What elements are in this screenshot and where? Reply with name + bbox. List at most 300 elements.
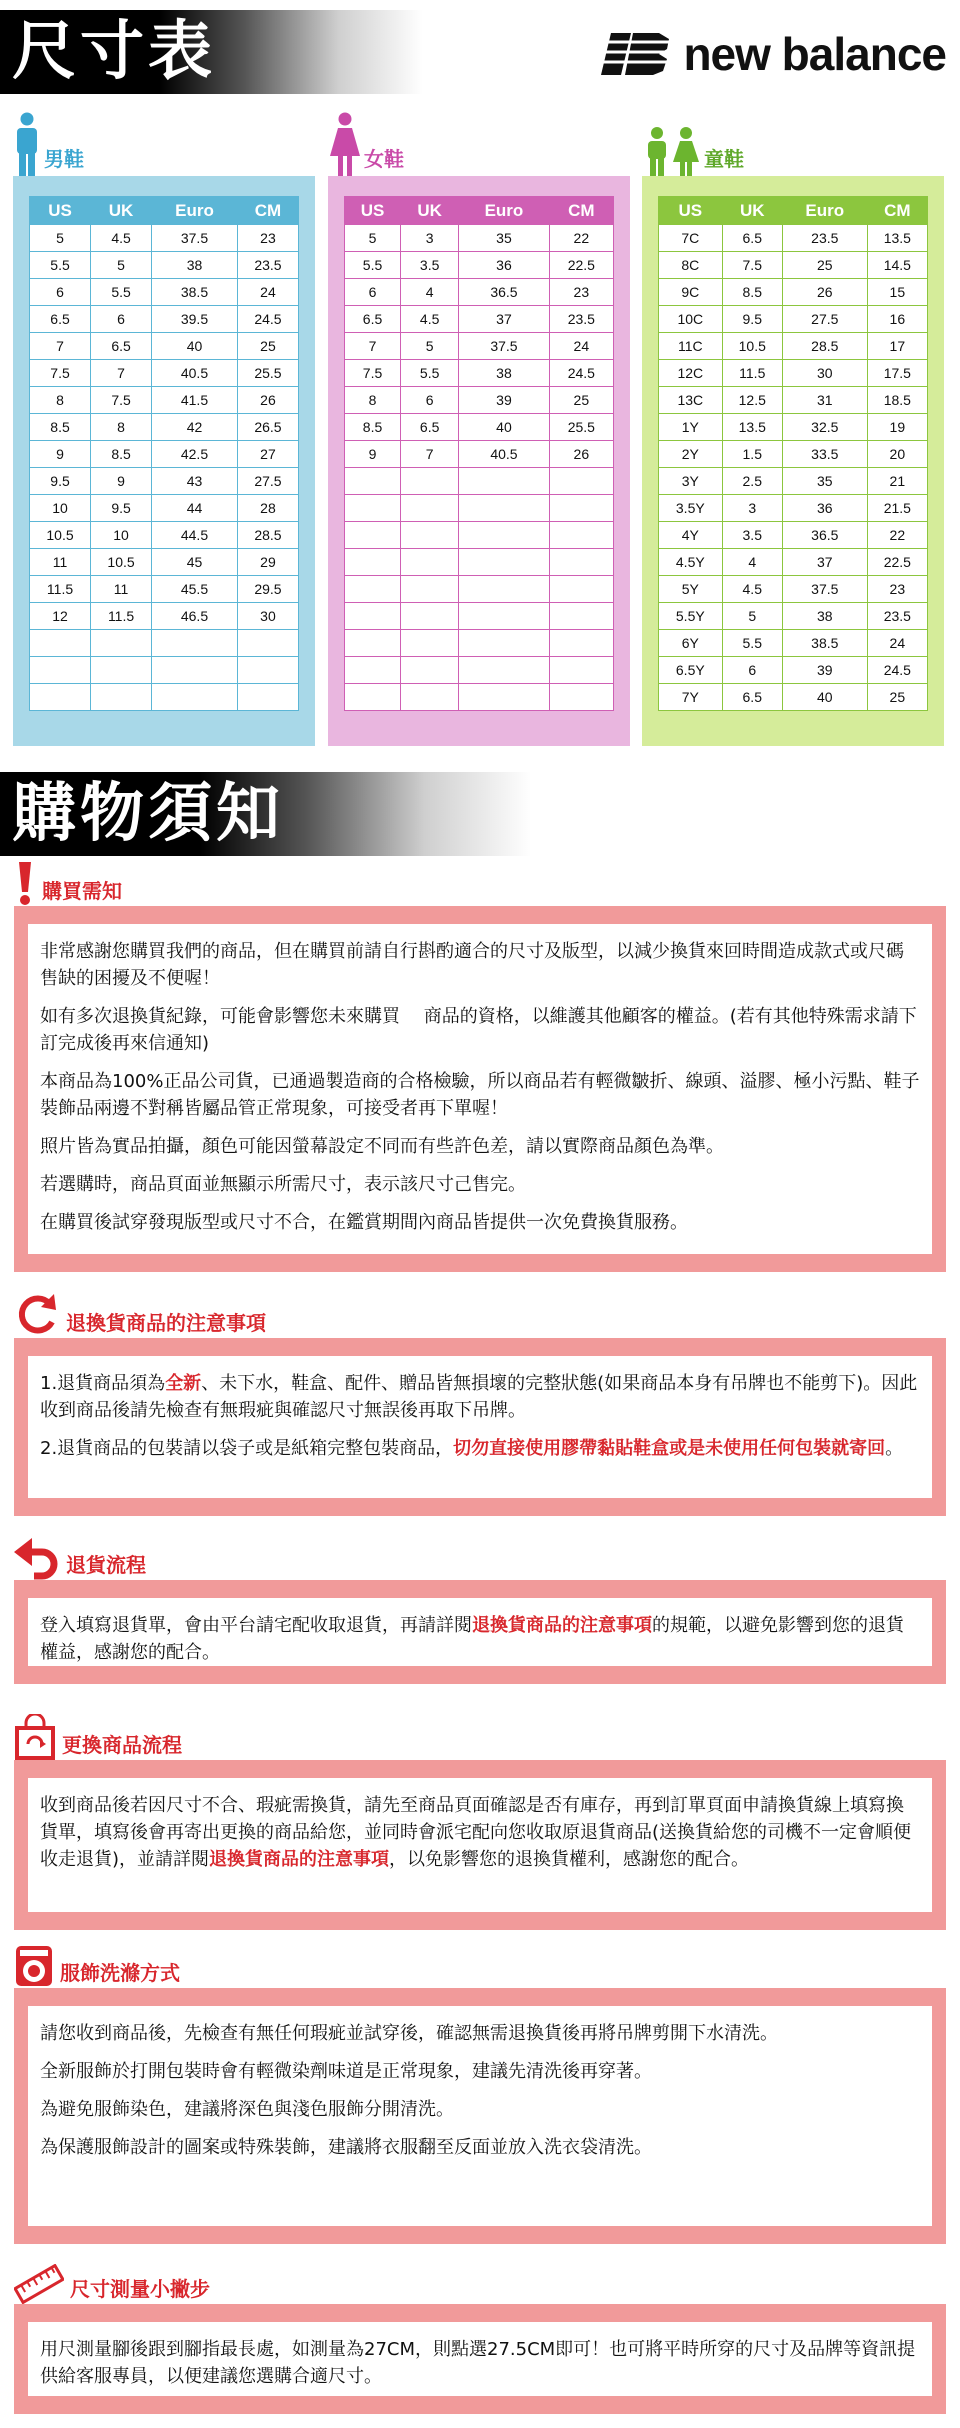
- table-cell: 11: [91, 576, 152, 603]
- table-cell: 23: [549, 279, 613, 306]
- table-cell: 40.5: [459, 441, 549, 468]
- table-cell: 30: [782, 360, 867, 387]
- brand-name: new balance: [683, 28, 946, 80]
- table-cell: 7Y: [659, 684, 723, 711]
- table-row: [30, 225, 299, 252]
- table-cell: [30, 657, 91, 684]
- table-cell: 10.5: [722, 333, 782, 360]
- column-header: US: [659, 197, 723, 225]
- table-row: [659, 441, 928, 468]
- kids-size-table: [658, 196, 928, 711]
- table-cell: 45: [152, 549, 238, 576]
- table-cell: [237, 684, 298, 711]
- table-cell: 25: [782, 252, 867, 279]
- table-cell: 6: [30, 279, 91, 306]
- table-cell: 26: [549, 441, 613, 468]
- table-row: [659, 495, 928, 522]
- table-row: [659, 225, 928, 252]
- table-cell: 6: [91, 306, 152, 333]
- table-cell: 6.5: [722, 684, 782, 711]
- table-cell: 5.5: [401, 360, 459, 387]
- table-cell: 13C: [659, 387, 723, 414]
- table-row: [30, 549, 299, 576]
- table-cell: 42.5: [152, 441, 238, 468]
- purchase-para: 若選購時，商品頁面並無顯示所需尺寸，表示該尺寸己售完。: [40, 1174, 526, 1195]
- table-cell: 2Y: [659, 441, 723, 468]
- table-cell: [401, 549, 459, 576]
- table-row: [345, 603, 614, 630]
- table-cell: [237, 657, 298, 684]
- table-row: [30, 522, 299, 549]
- table-cell: 5: [345, 225, 401, 252]
- table-cell: 11.5: [722, 360, 782, 387]
- exchange-section-title: [14, 1712, 182, 1760]
- return-arrow-icon: [14, 1534, 60, 1580]
- exchange-text: [40, 1792, 920, 1873]
- purchase-para: 本商品為100%正品公司貨，已通過製造商的合格檢驗，所以商品若有輕微皺折、線頭、溢膠、極小污點、鞋子裝飾品兩邊不對稱皆屬品管正常現象，可接受者再下單喔！: [40, 1071, 920, 1119]
- table-row: [30, 495, 299, 522]
- table-cell: 8.5: [30, 414, 91, 441]
- purchase-para: 照片皆為實品拍攝，顏色可能因螢幕設定不同而有些許色差，請以實際商品顏色為準。: [40, 1136, 724, 1157]
- table-cell: 6.5Y: [659, 657, 723, 684]
- return-notes-box: [14, 1338, 946, 1516]
- table-row: [345, 576, 614, 603]
- table-cell: [549, 549, 613, 576]
- table-cell: 8C: [659, 252, 723, 279]
- table-cell: 9: [30, 441, 91, 468]
- table-row: [30, 360, 299, 387]
- table-row: [345, 225, 614, 252]
- brand-logo: [597, 26, 946, 82]
- table-cell: 28: [237, 495, 298, 522]
- wash-para: 為避免服飾染色，建議將深色與淺色服飾分開清洗。: [40, 2099, 454, 2120]
- table-row: [30, 657, 299, 684]
- table-cell: 36: [782, 495, 867, 522]
- table-cell: 40: [152, 333, 238, 360]
- table-cell: 12.5: [722, 387, 782, 414]
- table-cell: [345, 522, 401, 549]
- table-cell: 6: [722, 657, 782, 684]
- table-cell: 23.5: [867, 603, 927, 630]
- table-cell: 5.5: [30, 252, 91, 279]
- table-cell: 10.5: [30, 522, 91, 549]
- return-note-text: 。: [885, 1438, 904, 1459]
- table-row: [30, 252, 299, 279]
- measure-title: 尺寸測量小撇步: [70, 2277, 210, 2301]
- table-cell: [91, 657, 152, 684]
- return-flow-highlight: 退換貨商品的注意事項: [472, 1615, 652, 1636]
- table-row: [659, 252, 928, 279]
- table-row: [659, 468, 928, 495]
- table-cell: 7.5: [30, 360, 91, 387]
- table-cell: 17.5: [867, 360, 927, 387]
- column-header: CM: [549, 197, 613, 225]
- table-row: [659, 414, 928, 441]
- table-cell: 22: [867, 522, 927, 549]
- table-cell: 25: [867, 684, 927, 711]
- table-row: [30, 279, 299, 306]
- table-cell: 36.5: [459, 279, 549, 306]
- table-cell: 6.5: [345, 306, 401, 333]
- table-row: [659, 684, 928, 711]
- nb-logo-icon: [597, 29, 677, 79]
- table-cell: 6Y: [659, 630, 723, 657]
- table-cell: 9.5: [30, 468, 91, 495]
- table-cell: 39: [459, 387, 549, 414]
- table-cell: 13.5: [867, 225, 927, 252]
- shopping-bag-icon: [14, 1714, 56, 1760]
- return-note-text: 、未下水，鞋盒、配件、贈品皆無損壞的完整狀態(如果商品本身有吊牌也不能剪下)。因此收到商品後請先檢查有無瑕疵與確認尺寸無誤後再取下吊牌。: [40, 1373, 918, 1421]
- table-row: [30, 630, 299, 657]
- category-kids: [644, 108, 744, 176]
- table-cell: 24.5: [867, 657, 927, 684]
- table-cell: 26.5: [237, 414, 298, 441]
- purchase-title: 購買需知: [42, 879, 122, 903]
- table-cell: [91, 684, 152, 711]
- table-cell: 39: [782, 657, 867, 684]
- table-cell: 8: [345, 387, 401, 414]
- table-row: [30, 414, 299, 441]
- table-row: [345, 387, 614, 414]
- table-row: [345, 468, 614, 495]
- table-cell: 19: [867, 414, 927, 441]
- table-row: [30, 387, 299, 414]
- exchange-box: [14, 1760, 946, 1930]
- shopping-notice-header: [0, 772, 960, 856]
- table-cell: 31: [782, 387, 867, 414]
- table-row: [345, 414, 614, 441]
- table-cell: 8.5: [91, 441, 152, 468]
- return-note-1: [40, 1370, 920, 1424]
- wash-para: 請您收到商品後，先檢查有無任何瑕疵並試穿後，確認無需退換貨後再將吊牌剪開下水清洗。: [40, 2023, 778, 2044]
- table-cell: [345, 603, 401, 630]
- man-icon: [14, 112, 40, 176]
- return-note-text: 1.退貨商品須為: [40, 1373, 166, 1394]
- table-cell: 9.5: [722, 306, 782, 333]
- table-cell: 15: [867, 279, 927, 306]
- table-row: [345, 684, 614, 711]
- kids-icon: [644, 126, 700, 176]
- table-cell: 22: [549, 225, 613, 252]
- table-cell: 5: [722, 603, 782, 630]
- table-row: [659, 603, 928, 630]
- wash-section-title: [14, 1940, 180, 1988]
- table-row: [345, 333, 614, 360]
- table-cell: [345, 630, 401, 657]
- women-size-table: [344, 196, 614, 711]
- table-cell: 7: [30, 333, 91, 360]
- table-row: [345, 306, 614, 333]
- size-chart-header: [0, 10, 960, 94]
- exchange-title: 更換商品流程: [62, 1733, 182, 1757]
- table-cell: [152, 657, 238, 684]
- table-cell: 12: [30, 603, 91, 630]
- table-row: [345, 441, 614, 468]
- table-cell: [549, 684, 613, 711]
- table-cell: 9C: [659, 279, 723, 306]
- table-row: [659, 549, 928, 576]
- table-cell: 3.5: [722, 522, 782, 549]
- table-cell: 3: [722, 495, 782, 522]
- table-row: [345, 549, 614, 576]
- table-cell: 3Y: [659, 468, 723, 495]
- table-cell: 39.5: [152, 306, 238, 333]
- table-cell: 40.5: [152, 360, 238, 387]
- table-cell: 7: [345, 333, 401, 360]
- table-cell: [152, 684, 238, 711]
- table-cell: 26: [782, 279, 867, 306]
- table-cell: 35: [782, 468, 867, 495]
- table-cell: 18.5: [867, 387, 927, 414]
- column-header: CM: [867, 197, 927, 225]
- table-cell: 4.5Y: [659, 549, 723, 576]
- table-cell: 23.5: [782, 225, 867, 252]
- table-cell: [549, 468, 613, 495]
- return-flow-part: 的規範，以避免影響到您的退貨權益，感謝您的配合。: [40, 1615, 904, 1663]
- table-row: [30, 306, 299, 333]
- table-cell: [401, 684, 459, 711]
- table-cell: [549, 657, 613, 684]
- table-cell: 22.5: [867, 549, 927, 576]
- table-cell: 4.5: [401, 306, 459, 333]
- table-cell: 24.5: [237, 306, 298, 333]
- table-cell: 5: [91, 252, 152, 279]
- table-cell: 36.5: [782, 522, 867, 549]
- table-cell: 23.5: [237, 252, 298, 279]
- table-cell: 10C: [659, 306, 723, 333]
- table-cell: 7.5: [91, 387, 152, 414]
- table-cell: [345, 468, 401, 495]
- table-cell: [401, 657, 459, 684]
- table-cell: 38: [459, 360, 549, 387]
- wash-title: 服飾洗滌方式: [60, 1961, 180, 1985]
- table-cell: [549, 495, 613, 522]
- column-header: UK: [722, 197, 782, 225]
- table-cell: 4: [722, 549, 782, 576]
- table-cell: 38: [782, 603, 867, 630]
- table-cell: 8: [91, 414, 152, 441]
- table-cell: 6.5: [722, 225, 782, 252]
- table-cell: 38.5: [152, 279, 238, 306]
- measure-box: [14, 2304, 946, 2414]
- table-cell: 8.5: [722, 279, 782, 306]
- table-row: [659, 576, 928, 603]
- table-cell: 6.5: [401, 414, 459, 441]
- table-cell: 25: [237, 333, 298, 360]
- table-cell: 36: [459, 252, 549, 279]
- table-cell: 3.5: [401, 252, 459, 279]
- table-cell: 5.5: [91, 279, 152, 306]
- table-cell: 11.5: [30, 576, 91, 603]
- table-row: [30, 468, 299, 495]
- refresh-icon: [14, 1292, 60, 1338]
- table-cell: 4: [401, 279, 459, 306]
- column-header: UK: [401, 197, 459, 225]
- table-cell: 7: [401, 441, 459, 468]
- table-cell: [459, 657, 549, 684]
- table-row: [345, 495, 614, 522]
- table-cell: [401, 630, 459, 657]
- table-cell: 25: [549, 387, 613, 414]
- table-cell: 1Y: [659, 414, 723, 441]
- wash-para: 為保護服飾設計的圖案或特殊裝飾，建議將衣服翻至反面並放入洗衣袋清洗。: [40, 2137, 652, 2158]
- table-cell: [459, 468, 549, 495]
- return-flow-part: 登入填寫退貨單，會由平台請宅配收取退貨，再請詳閱: [40, 1615, 472, 1636]
- table-cell: 10.5: [91, 549, 152, 576]
- column-header: Euro: [152, 197, 238, 225]
- table-row: [659, 306, 928, 333]
- table-cell: [401, 522, 459, 549]
- table-cell: 6.5: [30, 306, 91, 333]
- purchase-para: 非常感謝您購買我們的商品，但在購買前請自行斟酌適合的尺寸及版型，以減少換貨來回時間造成款式或尺碼售缺的困擾及不便喔！: [40, 941, 904, 989]
- table-row: [345, 252, 614, 279]
- table-cell: 13.5: [722, 414, 782, 441]
- exclamation-icon: [14, 862, 36, 906]
- table-row: [345, 522, 614, 549]
- table-cell: 5: [30, 225, 91, 252]
- table-cell: [401, 576, 459, 603]
- purchase-notice-box: [14, 906, 946, 1272]
- measure-section-title: [14, 2256, 210, 2304]
- table-cell: 23: [237, 225, 298, 252]
- kids-size-panel: [642, 176, 944, 746]
- size-chart-title: 尺寸表: [12, 15, 216, 89]
- table-cell: [401, 603, 459, 630]
- table-cell: 35: [459, 225, 549, 252]
- table-cell: 8.5: [345, 414, 401, 441]
- table-cell: 23: [867, 576, 927, 603]
- table-cell: 41.5: [152, 387, 238, 414]
- exchange-part: 收到商品後若因尺寸不合、瑕疵需換貨，請先至商品頁面確認是否有庫存，再到訂單頁面申請換貨線上填寫換貨單，填寫後會再寄出更換的商品給您，並同時會派宅配向您收取原退貨商品(送換貨給您的司機不一定會順便收走退貨)，並請詳閱: [40, 1795, 912, 1870]
- table-cell: 5.5Y: [659, 603, 723, 630]
- table-cell: [345, 576, 401, 603]
- table-row: [345, 657, 614, 684]
- table-cell: 27: [237, 441, 298, 468]
- table-cell: 25.5: [549, 414, 613, 441]
- table-cell: [549, 576, 613, 603]
- exchange-highlight: 退換貨商品的注意事項: [209, 1849, 390, 1870]
- table-cell: [549, 603, 613, 630]
- table-cell: 27.5: [237, 468, 298, 495]
- ruler-icon: [14, 2264, 64, 2304]
- table-cell: 9: [345, 441, 401, 468]
- measure-para: 用尺測量腳後跟到腳指最長處，如測量為27CM，則點選27.5CM即可！也可將平時所穿的尺寸及品牌等資訊提供給客服專員，以便建議您選購合適尺寸。: [40, 2339, 916, 2387]
- column-header: CM: [237, 197, 298, 225]
- table-cell: 45.5: [152, 576, 238, 603]
- table-cell: [549, 522, 613, 549]
- column-header: Euro: [782, 197, 867, 225]
- table-cell: 37.5: [782, 576, 867, 603]
- table-cell: 25.5: [237, 360, 298, 387]
- table-cell: 11: [30, 549, 91, 576]
- women-size-panel: [328, 176, 630, 746]
- table-cell: 44.5: [152, 522, 238, 549]
- table-cell: 21: [867, 468, 927, 495]
- table-cell: 42: [152, 414, 238, 441]
- table-cell: 3: [401, 225, 459, 252]
- table-cell: 22.5: [549, 252, 613, 279]
- table-cell: 7: [91, 360, 152, 387]
- table-cell: 6: [345, 279, 401, 306]
- table-cell: 6.5: [91, 333, 152, 360]
- table-cell: [459, 495, 549, 522]
- table-cell: 7.5: [345, 360, 401, 387]
- purchase-section-title: [14, 858, 122, 906]
- table-cell: 28.5: [237, 522, 298, 549]
- table-cell: [459, 603, 549, 630]
- table-cell: 20: [867, 441, 927, 468]
- table-cell: [459, 522, 549, 549]
- return-notes-section-title: [14, 1290, 266, 1338]
- return-notes-title: 退換貨商品的注意事項: [66, 1311, 266, 1335]
- return-note-text: 2.退貨商品的包裝請以袋子或是紙箱完整包裝商品，: [40, 1438, 454, 1459]
- return-note-highlight: 切勿直接使用膠帶黏貼鞋盒或是未使用任何包裝就寄回: [453, 1438, 886, 1459]
- table-cell: 29.5: [237, 576, 298, 603]
- purchase-para: 在購買後試穿發現版型或尺寸不合，在鑑賞期間內商品皆提供一次免費換貨服務。: [40, 1212, 688, 1233]
- category-men-label: 男鞋: [44, 147, 84, 171]
- washing-machine-icon: [14, 1944, 54, 1988]
- table-cell: 5Y: [659, 576, 723, 603]
- table-row: [659, 657, 928, 684]
- table-row: [30, 576, 299, 603]
- table-cell: 23.5: [549, 306, 613, 333]
- woman-icon: [330, 112, 360, 176]
- table-row: [30, 603, 299, 630]
- wash-box: [14, 1988, 946, 2244]
- return-flow-box: [14, 1580, 946, 1684]
- table-cell: 10: [91, 522, 152, 549]
- column-header: Euro: [459, 197, 549, 225]
- table-row: [659, 387, 928, 414]
- table-cell: 37.5: [152, 225, 238, 252]
- column-header: US: [30, 197, 91, 225]
- table-cell: 28.5: [782, 333, 867, 360]
- table-cell: 3.5Y: [659, 495, 723, 522]
- table-cell: 2.5: [722, 468, 782, 495]
- table-cell: 33.5: [782, 441, 867, 468]
- table-cell: 29: [237, 549, 298, 576]
- category-men: [14, 108, 84, 176]
- table-cell: 30: [237, 603, 298, 630]
- table-cell: [459, 549, 549, 576]
- table-cell: [30, 684, 91, 711]
- table-cell: 11C: [659, 333, 723, 360]
- table-row: [659, 630, 928, 657]
- table-cell: 37: [459, 306, 549, 333]
- table-cell: 7.5: [722, 252, 782, 279]
- return-flow-title: 退貨流程: [66, 1553, 146, 1577]
- table-cell: [345, 549, 401, 576]
- table-cell: [152, 630, 238, 657]
- table-cell: 12C: [659, 360, 723, 387]
- table-cell: 4Y: [659, 522, 723, 549]
- table-cell: 37.5: [459, 333, 549, 360]
- table-cell: 11.5: [91, 603, 152, 630]
- table-cell: 40: [782, 684, 867, 711]
- table-cell: 26: [237, 387, 298, 414]
- table-cell: 10: [30, 495, 91, 522]
- table-row: [659, 333, 928, 360]
- return-note-highlight: 全新: [165, 1373, 202, 1394]
- men-size-panel: [13, 176, 315, 746]
- table-cell: [459, 684, 549, 711]
- column-header: UK: [91, 197, 152, 225]
- purchase-para: 如有多次退換貨紀錄，可能會影響您未來購買 商品的資格，以維護其他顧客的權益。(若有其他特殊需求請下訂完成後再來信通知): [40, 1006, 917, 1054]
- table-cell: 38: [152, 252, 238, 279]
- table-cell: 24: [549, 333, 613, 360]
- table-cell: 4.5: [91, 225, 152, 252]
- table-row: [30, 441, 299, 468]
